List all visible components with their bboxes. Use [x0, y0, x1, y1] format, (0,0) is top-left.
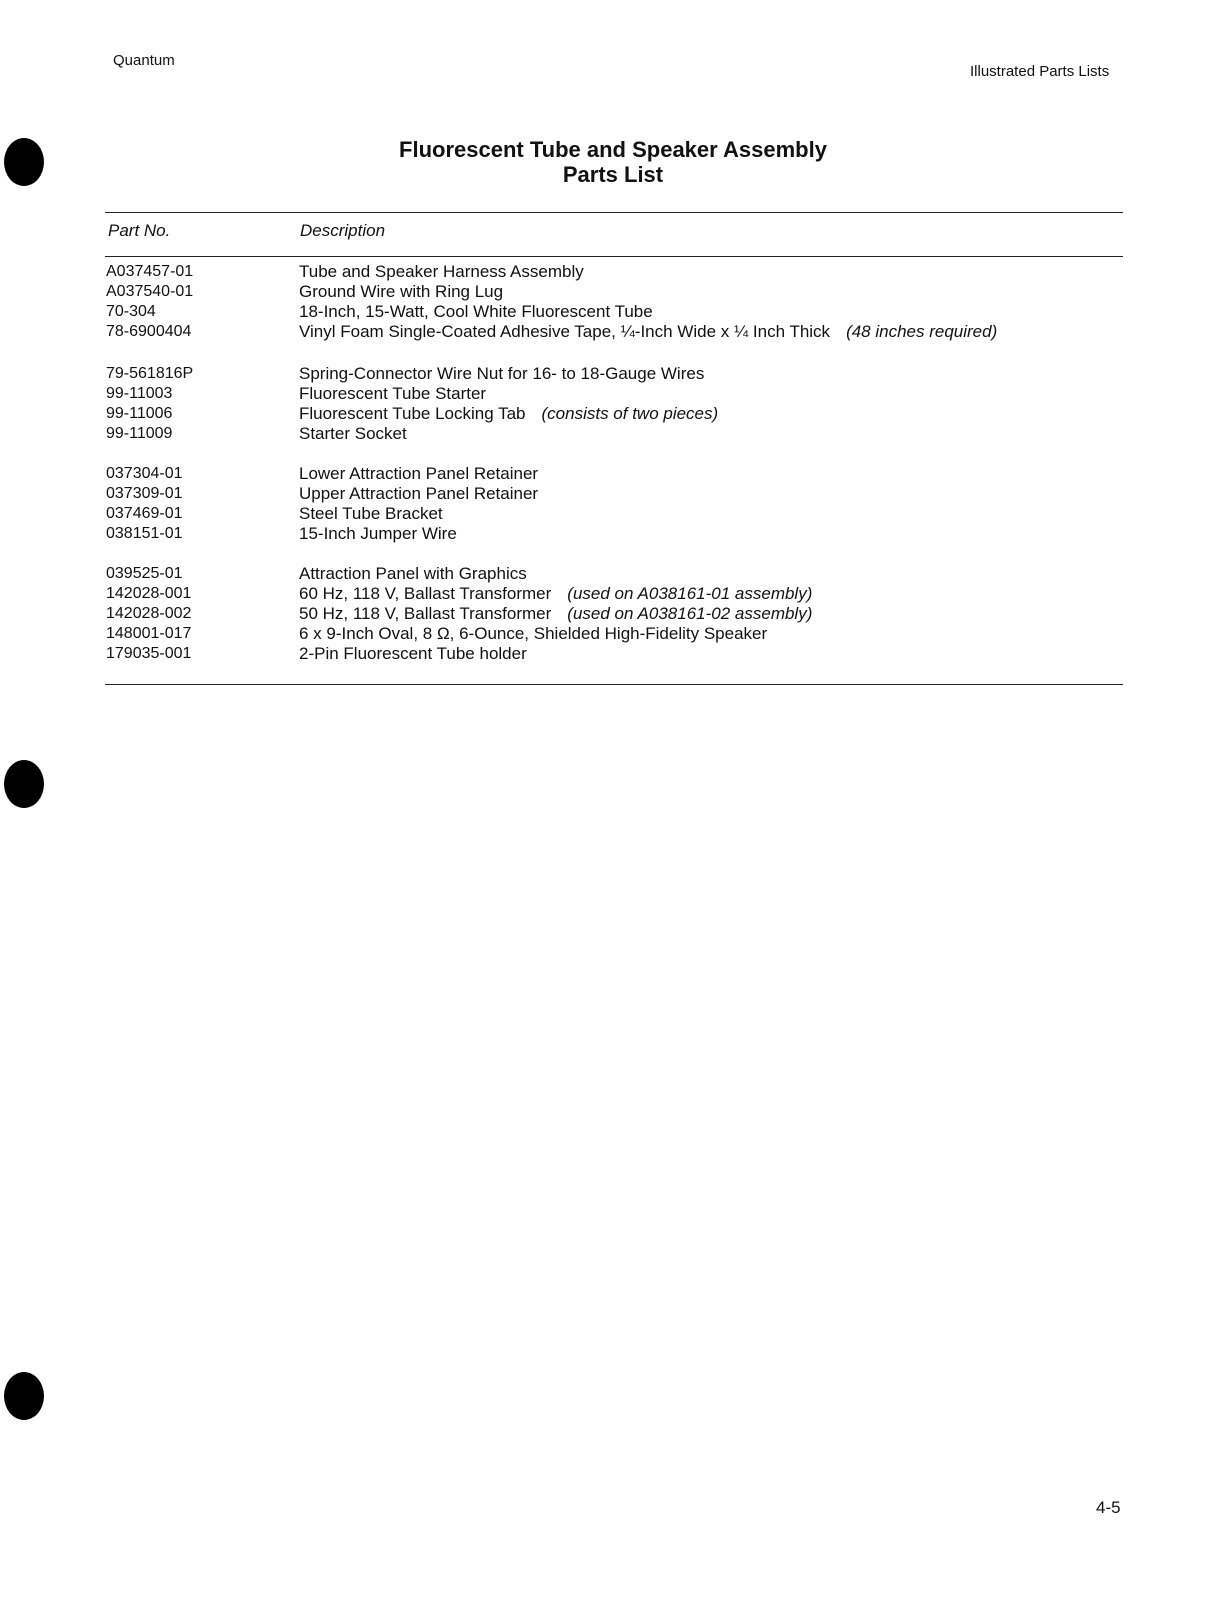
- part-description: 60 Hz, 118 V, Ballast Transformer: [299, 584, 552, 603]
- part-note: (used on A038161-01 assembly): [567, 584, 813, 603]
- part-number: 142028-001: [106, 585, 192, 602]
- part-description-cell: [299, 404, 718, 424]
- table-row: [0, 624, 1226, 644]
- part-description: 15-Inch Jumper Wire: [299, 524, 457, 543]
- part-number: 037309-01: [106, 485, 183, 502]
- rule-bottom: [105, 684, 1123, 685]
- part-number: 99-11003: [106, 385, 173, 402]
- part-number: A037540-01: [106, 283, 194, 300]
- part-description: Steel Tube Bracket: [299, 504, 443, 523]
- rule-header: [105, 256, 1123, 257]
- part-description-cell: [299, 322, 997, 342]
- part-number: 148001-017: [106, 625, 192, 642]
- part-description-cell: [299, 262, 584, 282]
- part-description: 6 x 9-Inch Oval, 8 Ω, 6-Ounce, Shielded High-Fidelity Speaker: [299, 624, 768, 643]
- part-note: (consists of two pieces): [541, 404, 719, 423]
- part-number: 179035-001: [106, 645, 192, 662]
- part-description: 18-Inch, 15-Watt, Cool White Fluorescent Tube: [299, 302, 653, 321]
- table-row: [0, 404, 1226, 424]
- part-description-cell: [299, 464, 538, 484]
- part-description-cell: [299, 364, 704, 384]
- part-number: A037457-01: [106, 263, 194, 280]
- punch-hole-bottom: [4, 1372, 44, 1420]
- part-description: Vinyl Foam Single-Coated Adhesive Tape, ¼-Inch Wide x ¼ Inch Thick: [299, 322, 831, 341]
- part-description-cell: [299, 424, 407, 444]
- table-row: [0, 262, 1226, 282]
- part-description-cell: [299, 584, 812, 604]
- part-description-cell: [299, 504, 443, 524]
- part-number: 142028-002: [106, 605, 192, 622]
- table-row: [0, 644, 1226, 664]
- table-row: [0, 484, 1226, 504]
- part-description: Fluorescent Tube Locking Tab: [299, 404, 526, 423]
- part-description-cell: [299, 282, 503, 302]
- part-description-cell: [299, 484, 538, 504]
- part-description-cell: [299, 302, 653, 322]
- page-title: Fluorescent Tube and Speaker Assembly: [399, 137, 827, 162]
- part-description: Attraction Panel with Graphics: [299, 564, 527, 583]
- page-number: 4-5: [1096, 1498, 1121, 1517]
- part-description: Fluorescent Tube Starter: [299, 384, 487, 403]
- part-number: 79-561816P: [106, 365, 194, 382]
- header-right: Illustrated Parts Lists: [970, 63, 1110, 80]
- page-subtitle: Parts List: [562, 162, 664, 187]
- part-description-cell: [299, 524, 457, 544]
- table-row: [0, 424, 1226, 444]
- part-description-cell: [299, 604, 812, 624]
- part-note: (48 inches required): [846, 322, 998, 341]
- part-description-cell: [299, 644, 527, 664]
- part-number: 70-304: [106, 303, 156, 320]
- table-row: [0, 282, 1226, 302]
- part-description-cell: [299, 564, 527, 584]
- part-number: 037469-01: [106, 505, 183, 522]
- column-header-part-no: Part No.: [108, 221, 171, 240]
- table-row: [0, 384, 1226, 404]
- part-description: Starter Socket: [299, 424, 407, 443]
- part-number: 039525-01: [106, 565, 183, 582]
- table-row: [0, 584, 1226, 604]
- table-row: [0, 564, 1226, 584]
- table-row: [0, 464, 1226, 484]
- punch-hole-top: [4, 138, 44, 186]
- part-note: (used on A038161-02 assembly): [567, 604, 813, 623]
- header-left: Quantum: [113, 52, 175, 69]
- table-row: [0, 302, 1226, 322]
- table-row: [0, 322, 1226, 342]
- part-description-cell: [299, 624, 767, 644]
- part-description: Spring-Connector Wire Nut for 16- to 18-Gauge Wires: [299, 364, 705, 383]
- part-number: 99-11006: [106, 405, 173, 422]
- table-row: [0, 504, 1226, 524]
- table-row: [0, 524, 1226, 544]
- table-row: [0, 604, 1226, 624]
- column-header-description: Description: [300, 221, 386, 240]
- part-description: Upper Attraction Panel Retainer: [299, 484, 539, 503]
- table-row: [0, 364, 1226, 384]
- part-description: Lower Attraction Panel Retainer: [299, 464, 539, 483]
- part-description-cell: [299, 384, 486, 404]
- part-number: 99-11009: [106, 425, 173, 442]
- part-number: 038151-01: [106, 525, 183, 542]
- part-number: 78-6900404: [106, 323, 192, 340]
- part-description: 50 Hz, 118 V, Ballast Transformer: [299, 604, 552, 623]
- part-description: Tube and Speaker Harness Assembly: [299, 262, 584, 281]
- part-description: 2-Pin Fluorescent Tube holder: [299, 644, 527, 663]
- punch-hole-middle: [4, 760, 44, 808]
- rule-top: [105, 212, 1123, 213]
- part-number: 037304-01: [106, 465, 183, 482]
- part-description: Ground Wire with Ring Lug: [299, 282, 504, 301]
